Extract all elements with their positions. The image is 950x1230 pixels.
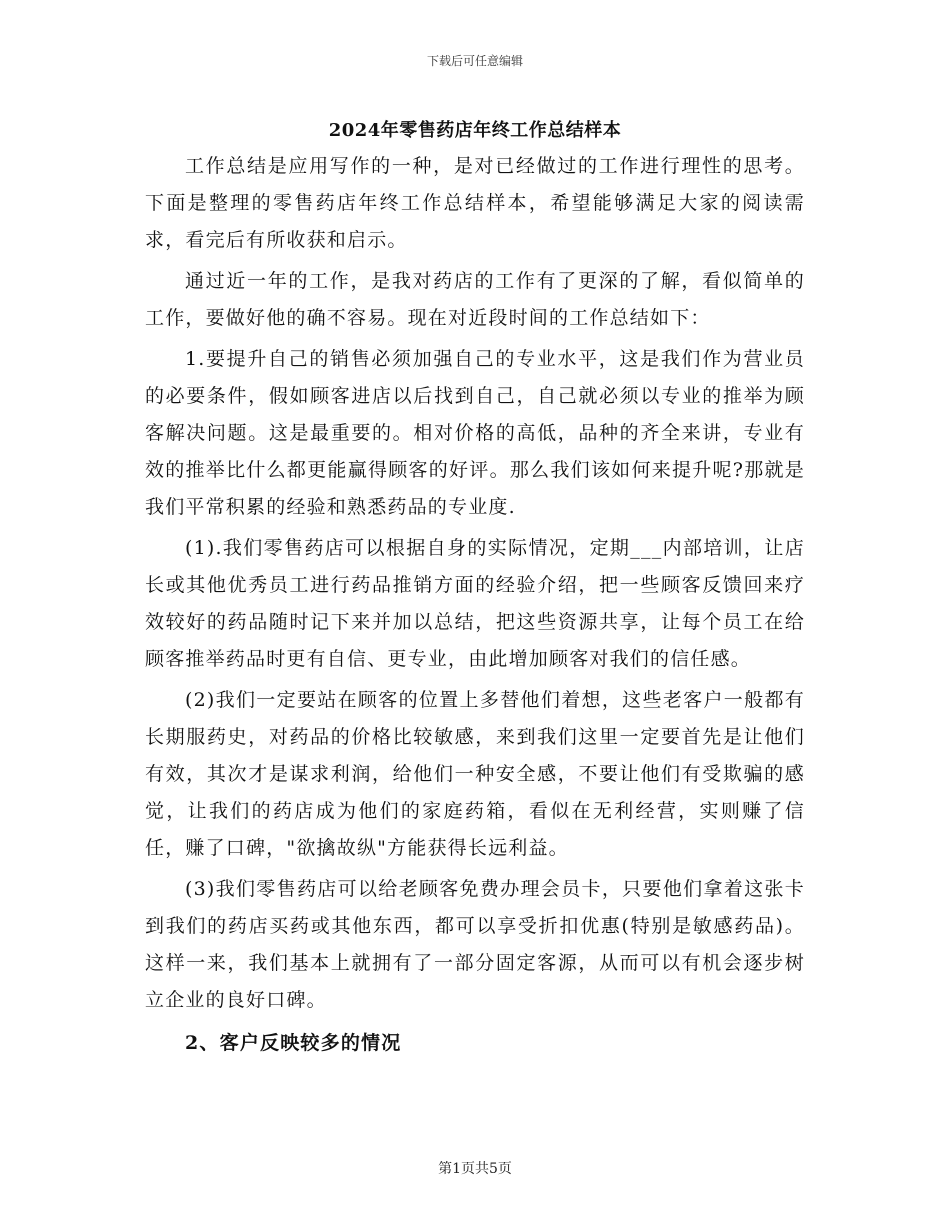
paragraph-point-1: 1.要提升自己的销售必须加强自己的专业水平，这是我们作为营业员的必要条件，假如顾客进店以后找到自己，自己就必须以专业的推举为顾客解决问题。这是最重要的。相对价格的高低，品种的齐全来讲，专业有效的推举比什么都更能赢得顾客的好评。那么我们该如何来提升呢?那就是我们平常积累的经验和熟悉药品的专业度. [145, 348, 805, 518]
page-number: 第1页共5页 [438, 1161, 512, 1177]
document-body [145, 148, 805, 1062]
paragraph-subpoint-2: (2)我们一定要站在顾客的位置上多替他们着想，这些老客户一般都有长期服药史，对药品的价格比较敏感，来到我们这里一定要首先是让他们有效，其次才是谋求利润，给他们一种安全感，不要让他们有受欺骗的感觉，让我们的药店成为他们的家庭药箱，看似在无利经营，实则赚了信任，赚了口碑，"欲擒故纵"方能获得长远利益。 [145, 689, 805, 859]
header-note: 下载后可任意编辑 [426, 54, 523, 68]
paragraph-intro: 工作总结是应用写作的一种，是对已经做过的工作进行理性的思考。下面是整理的零售药店年终工作总结样本，希望能够满足大家的阅读需求，看完后有所收获和启示。 [145, 155, 805, 251]
paragraph-overview: 通过近一年的工作，是我对药店的工作有了更深的了解，看似简单的工作，要做好他的确不容易。现在对近段时间的工作总结如下： [145, 270, 805, 329]
document-title: 2024年零售药店年终工作总结样本 [328, 120, 622, 141]
section-heading: 2、客户反映较多的情况 [185, 1032, 402, 1054]
paragraph-subpoint-3: (3)我们零售药店可以给老顾客免费办理会员卡，只要他们拿着这张卡到我们的药店买药或其他东西，都可以享受折扣优惠(特别是敏感药品)。这样一来，我们基本上就拥有了一部分固定客源，从而可以有机会逐步树立企业的良好口碑。 [145, 878, 805, 1011]
paragraph-subpoint-1: (1).我们零售药店可以根据自身的实际情况，定期___内部培训，让店长或其他优秀员工进行药品推销方面的经验介绍，把一些顾客反馈回来疗效较好的药品随时记下来并加以总结，把这些资源共享，让每个员工在给顾客推举药品时更有自信、更专业，由此增加顾客对我们的信任感。 [145, 537, 805, 670]
